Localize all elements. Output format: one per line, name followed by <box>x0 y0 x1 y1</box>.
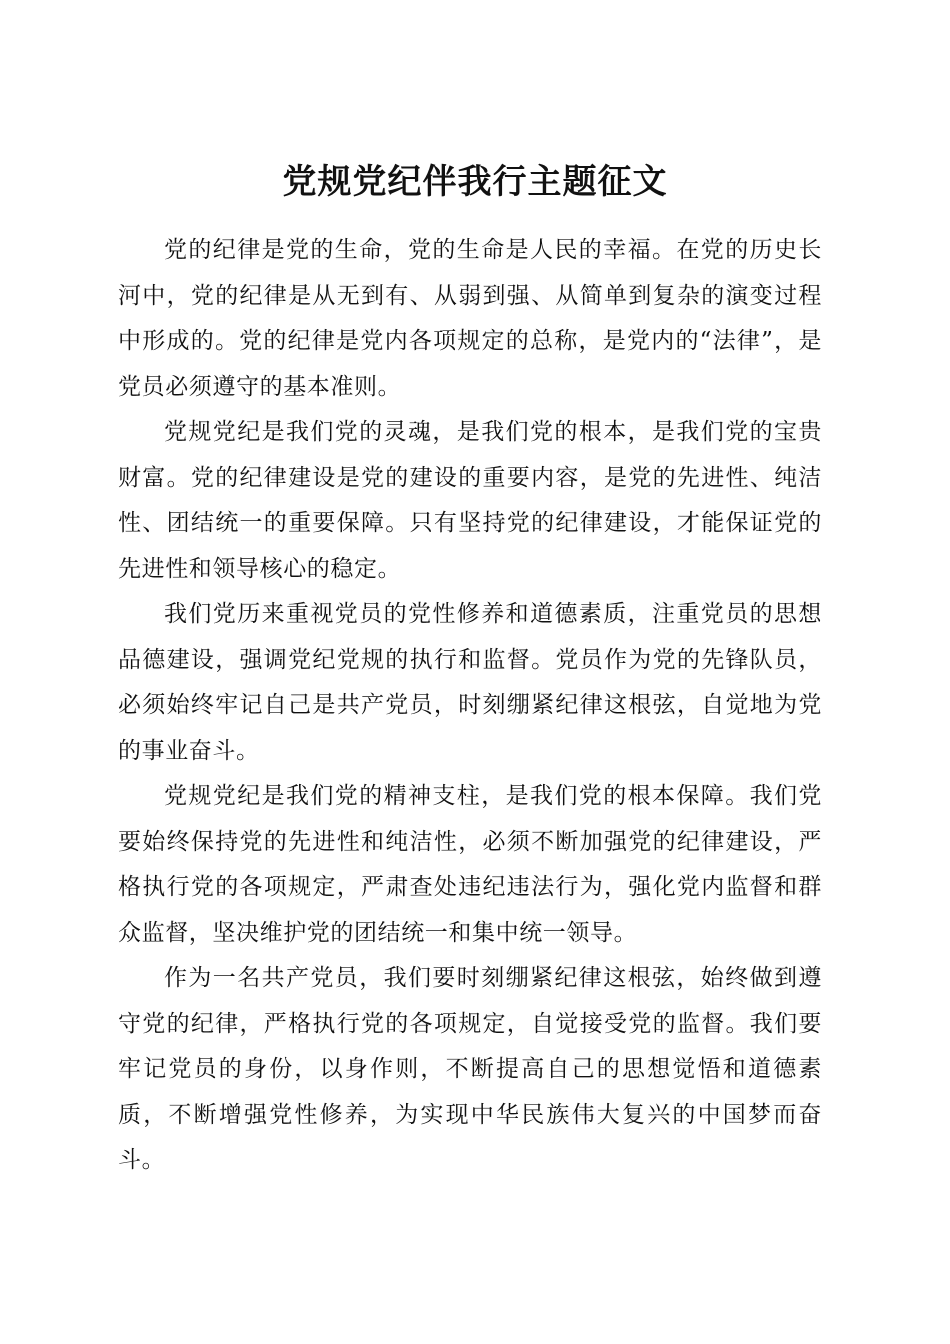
paragraph-4: 党规党纪是我们党的精神支柱，是我们党的根本保障。我们党要始终保持党的先进性和纯洁性，必须不断加强党的纪律建设，严格执行党的各项规定，严肃查处违纪违法行为，强化党内监督和群众监督，坚决维护党的团结统一和集中统一领导。 <box>118 783 822 946</box>
paragraph-3: 我们党历来重视党员的党性修养和道德素质，注重党员的思想品德建设，强调党纪党规的执行和监督。党员作为党的先锋队员，必须始终牢记自己是共产党员，时刻绷紧纪律这根弦，自觉地为党的事业奋斗。 <box>118 601 822 764</box>
document-body <box>118 228 822 1184</box>
document-title: 党规党纪伴我行主题征文 <box>282 161 668 202</box>
paragraph-1: 党的纪律是党的生命，党的生命是人民的幸福。在党的历史长河中，党的纪律是从无到有、从弱到强、从简单到复杂的演变过程中形成的。党的纪律是党内各项规定的总称，是党内的“法律”，是党员必须遵守的基本准则。 <box>118 237 822 400</box>
paragraph-2: 党规党纪是我们党的灵魂，是我们党的根本，是我们党的宝贵财富。党的纪律建设是党的建设的重要内容，是党的先进性、纯洁性、团结统一的重要保障。只有坚持党的纪律建设，才能保证党的先进性和领导核心的稳定。 <box>118 419 822 582</box>
paragraph-5: 作为一名共产党员，我们要时刻绷紧纪律这根弦，始终做到遵守党的纪律，严格执行党的各项规定，自觉接受党的监督。我们要牢记党员的身份，以身作则，不断提高自己的思想觉悟和道德素质，不断增强党性修养，为实现中华民族伟大复兴的中国梦而奋斗。 <box>118 965 822 1173</box>
